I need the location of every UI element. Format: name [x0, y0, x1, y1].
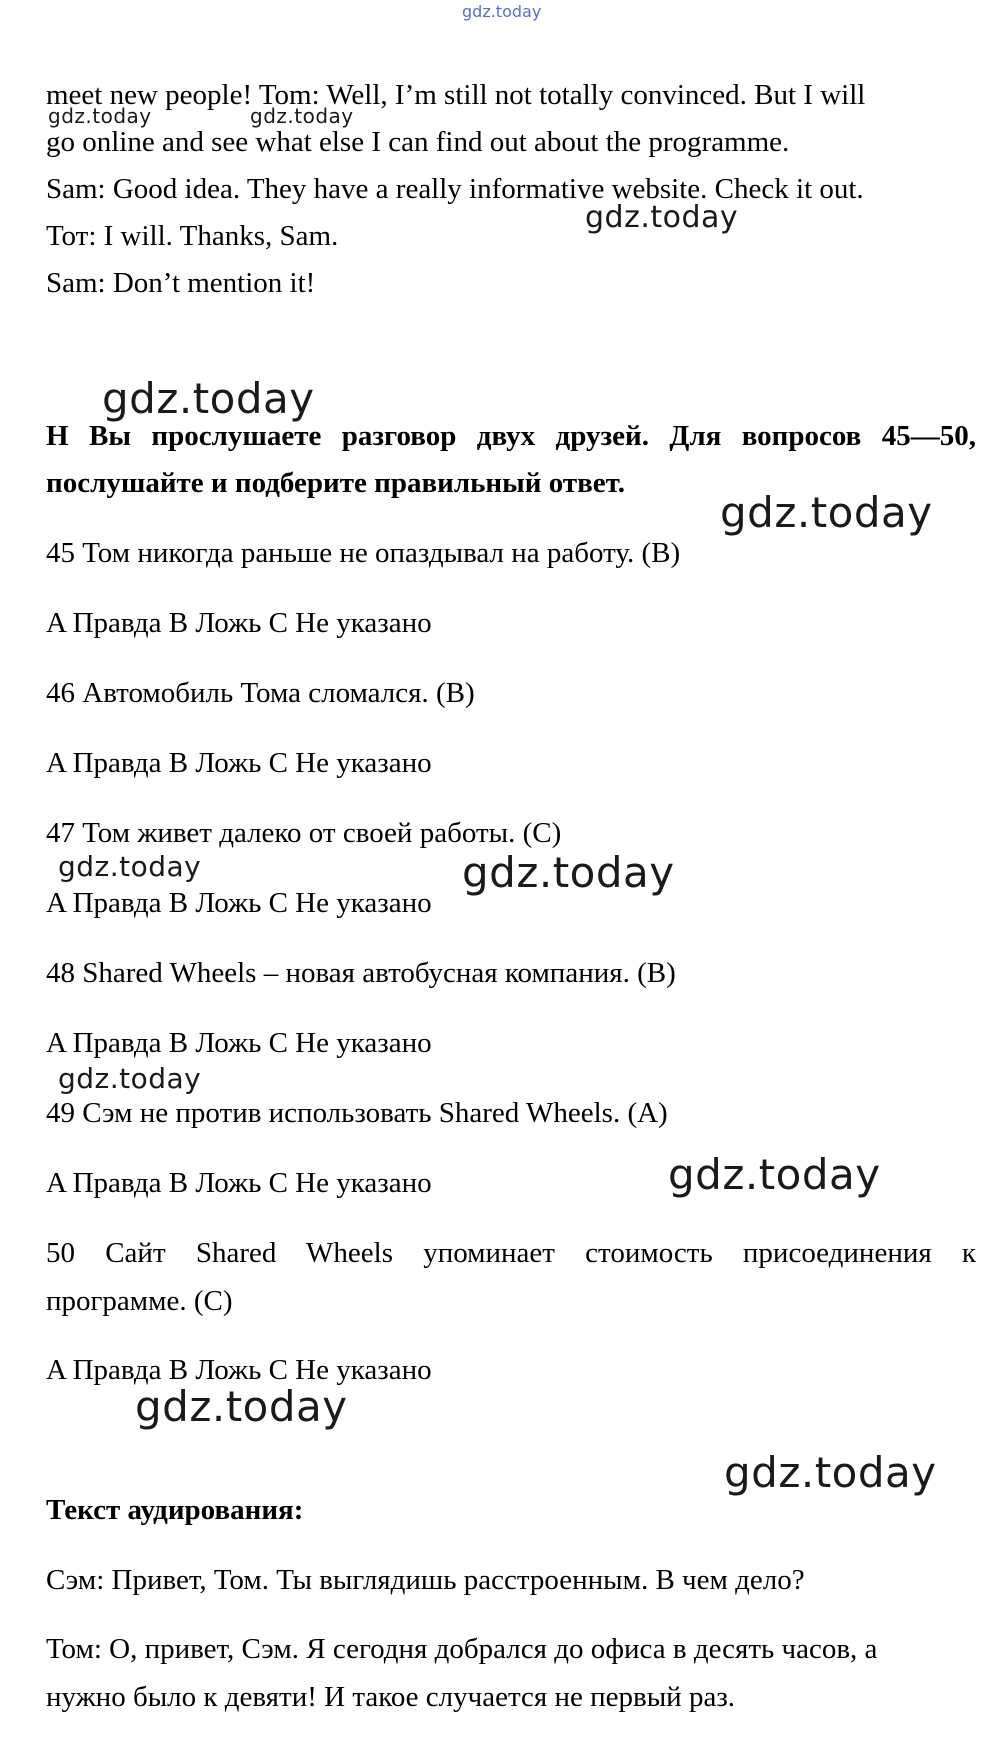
- question-47: 47 Том живет далеко от своей работы. (C): [46, 817, 562, 849]
- transcript-line-1: Сэм: Привет, Том. Ты выглядишь расстроенным. В чем дело?: [46, 1564, 805, 1596]
- watermark: gdz.today: [668, 1150, 881, 1199]
- task-heading-line-1: H Вы прослушаете разговор двух друзей. Для вопросов 45—50,: [46, 420, 976, 452]
- dialogue-line-3: Sam: Good idea. They have a really informative website. Check it out.: [46, 173, 864, 205]
- transcript-heading: Текст аудирования:: [46, 1494, 304, 1526]
- question-45: 45 Том никогда раньше не опаздывал на работу. (B): [46, 537, 681, 569]
- question-50-line-1: 50 Сайт Shared Wheels упоминает стоимость присоединения к: [46, 1237, 976, 1269]
- question-46: 46 Автомобиль Тома сломался. (B): [46, 677, 475, 709]
- watermark: gdz.today: [462, 848, 675, 897]
- task-heading-line-2: послушайте и подберите правильный ответ.: [46, 467, 625, 499]
- transcript-line-2: Том: О, привет, Сэм. Я сегодня добрался до офиса в десять часов, а: [46, 1633, 878, 1665]
- dialogue-line-4: Тот: I will. Thanks, Sam.: [46, 220, 339, 252]
- watermark: gdz.today: [58, 850, 202, 883]
- transcript-line-3: нужно было к девяти! И такое случается не первый раз.: [46, 1681, 736, 1713]
- watermark: gdz.today: [250, 104, 354, 128]
- watermark: gdz.today: [585, 200, 739, 235]
- question-48: 48 Shared Wheels – новая автобусная компания. (B): [46, 957, 676, 989]
- question-49: 49 Сэм не против использовать Shared Wheels. (A): [46, 1097, 668, 1129]
- dialogue-line-1: meet new people! Tom: Well, I’m still not totally convinced. But I will: [46, 79, 866, 111]
- answer-options: A Правда B Ложь C Не указано: [46, 1167, 432, 1199]
- dialogue-line-2: go online and see what else I can find out about the programme.: [46, 126, 790, 158]
- watermark: gdz.today: [102, 374, 315, 423]
- answer-options: A Правда B Ложь C Не указано: [46, 607, 432, 639]
- question-50-line-2: программе. (C): [46, 1285, 233, 1317]
- watermark-top: gdz.today: [462, 2, 542, 21]
- answer-options: A Правда B Ложь C Не указано: [46, 1354, 432, 1386]
- watermark: gdz.today: [720, 488, 933, 537]
- answer-options: A Правда B Ложь C Не указано: [46, 747, 432, 779]
- watermark: gdz.today: [724, 1448, 937, 1497]
- dialogue-line-5: Sam: Don’t mention it!: [46, 267, 316, 299]
- answer-options: A Правда B Ложь C Не указано: [46, 887, 432, 919]
- watermark: gdz.today: [48, 104, 152, 128]
- watermark: gdz.today: [135, 1382, 348, 1431]
- answer-options: A Правда B Ложь C Не указано: [46, 1027, 432, 1059]
- watermark: gdz.today: [58, 1062, 202, 1095]
